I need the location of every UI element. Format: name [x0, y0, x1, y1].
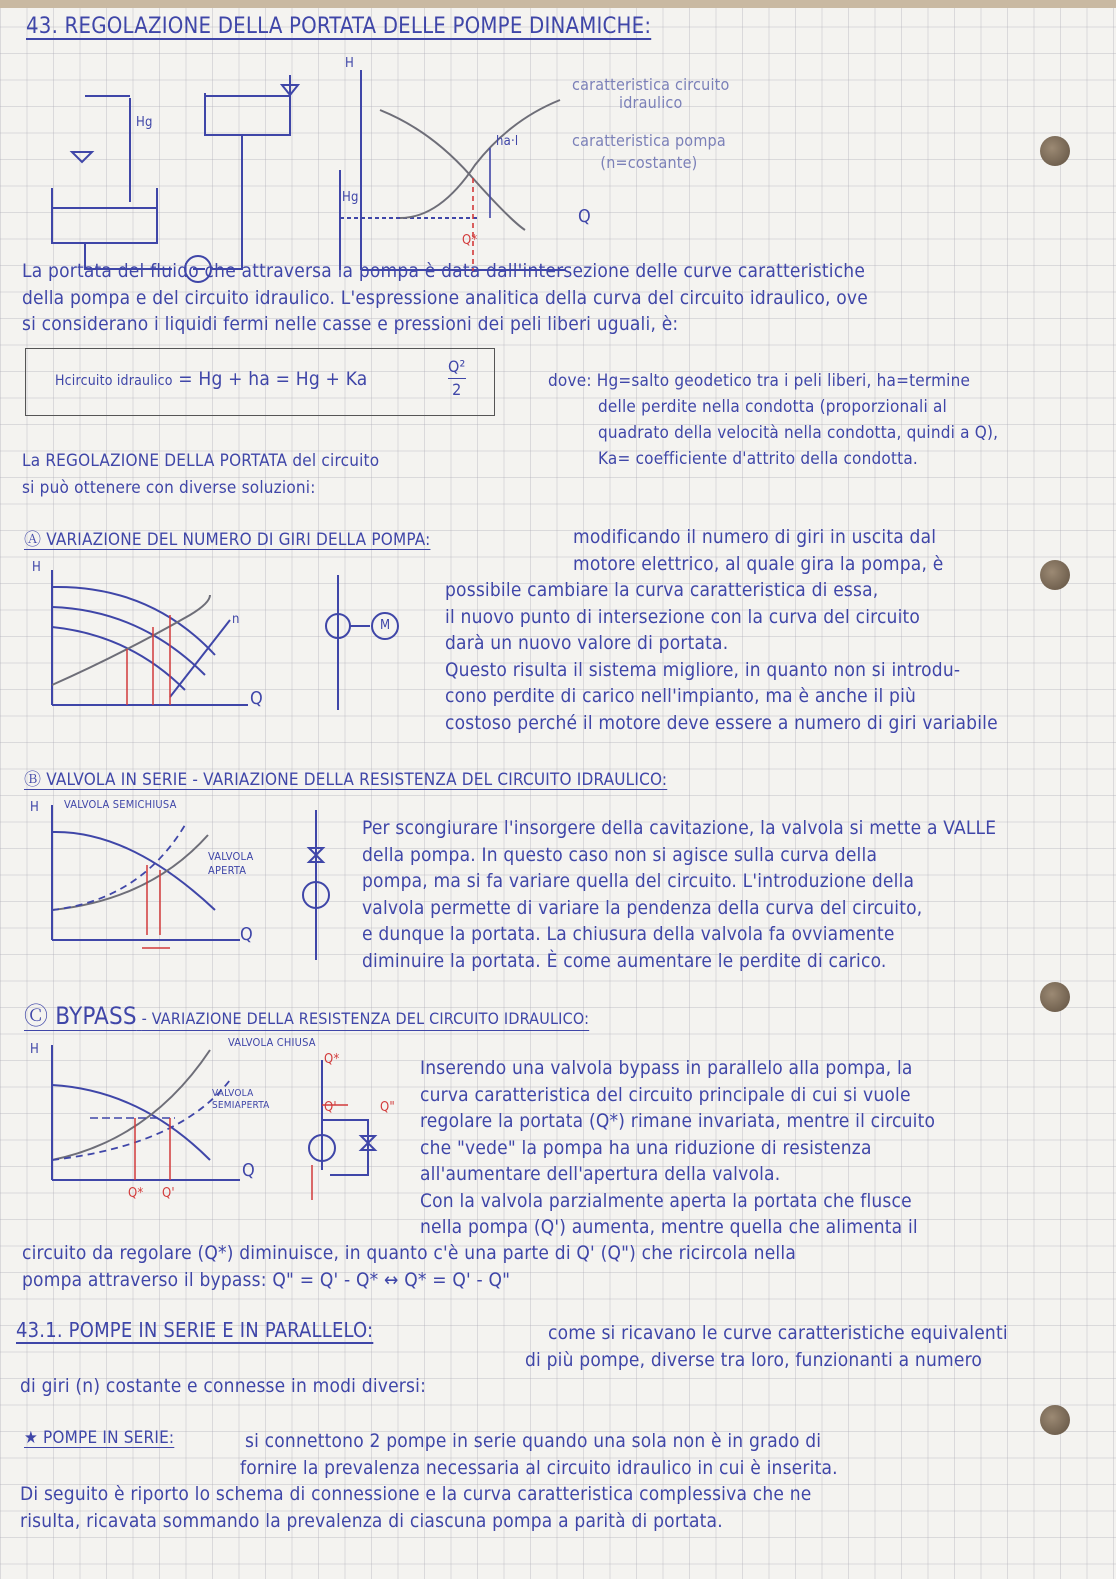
where-paragraph: dove: Hg=salto geodetico tra i peli liberi, ha=termine delle perdite nella condotta (proporzionali al quadrato della velocità nella condotta, quindi a Q), Ka= coefficiente d'attrito della condotta. — [548, 371, 999, 469]
axis-q-label: Q — [578, 206, 591, 227]
section-a-heading: Ⓐ VARIAZIONE DEL NUMERO DI GIRI DELLA POMPA: — [24, 530, 431, 550]
page-top-edge — [0, 0, 1116, 8]
punch-hole — [1040, 136, 1070, 166]
section-b-text: Per scongiurare l'insorgere della cavitazione, la valvola si mette a VALLE della pompa. In questo caso non si agisce sulla curva della pompa, ma si fa variare quella del circuito. L'introduzione della valvola permette di variare la pendenza della curva del circuito, e dunque la portata. La chiusura della valvola fa ovviamente diminuire la portata. È come aumentare le perdite di carico. — [362, 817, 997, 972]
axis-q-label: Q — [240, 924, 253, 945]
hg-label-chart: Hg — [342, 190, 359, 205]
label-valve-half-open: VALVOLA SEMIAPERTA — [212, 1088, 270, 1111]
axis-h-label: H — [32, 560, 41, 575]
axis-q-label: Q — [242, 1160, 255, 1181]
label-circuit-curve: caratteristica circuito idraulico — [572, 75, 730, 112]
section-c-text: Inserendo una valvola bypass in parallelo alla pompa, la curva caratteristica del circuito principale di cui si vuole regolare la portata (Q*) rimane invariata, mentre il circuito che "vede" la pompa ha una riduzione di resistenza all'aumentare dell'apertura della valvola. Con la valvola parzialmente aperta la portata che flusce nella pompa (Q') aumenta, mentre quella che alimenta il — [420, 1057, 936, 1238]
qstar-label: Q* — [462, 233, 478, 248]
section-431-text: come si ricavano le curve caratteristiche equivalenti di più pompe, diverse tra loro, funzionanti a numero di giri (n) costante e connesse in modi diversi: — [20, 1322, 1008, 1397]
hg-label: Hg — [136, 115, 153, 130]
qprime-label: Q' — [162, 1186, 175, 1201]
series-heading: ★ POMPE IN SERIE: — [24, 1428, 175, 1448]
axis-h-label: H — [30, 800, 39, 815]
regulation-intro: La REGOLAZIONE DELLA PORTATA del circuito si può ottenere con diverse soluzioni: — [22, 451, 380, 498]
equation: Hcircuito idraulico = Hg + ha = Hg + Ka — [55, 368, 368, 390]
motor-label: M — [380, 618, 391, 633]
n-label: n — [232, 612, 240, 627]
axis-q-label: Q — [250, 688, 263, 709]
section-a-chart — [30, 565, 330, 725]
axis-h-label: H — [30, 1042, 39, 1057]
ha-label: ha·l — [496, 134, 519, 149]
qstar-label: Q* — [128, 1186, 144, 1201]
label-pump-curve: caratteristica pompa (n=costante) — [572, 131, 726, 172]
section-c-text-full: circuito da regolare (Q*) diminuisce, in quanto c'è una parte di Q' (Q") che ricircola nella pompa attraverso il bypass: Q" = Q' - Q* ↔ Q* = Q' - Q" — [22, 1242, 796, 1291]
axis-h-label: H — [345, 56, 354, 71]
page-title: 43. REGOLAZIONE DELLA PORTATA DELLE POMPE DINAMICHE: — [26, 14, 652, 39]
qstar-schematic-label: Q* — [324, 1052, 340, 1067]
section-b-chart — [30, 800, 390, 970]
intro-paragraph: La portata del fluido che attraversa la pompa è data dall'intersezione delle curve caratteristiche della pompa e del circuito idraulico. L'espressione analitica della curva del circuito idraulico, ove si considerano i liquidi fermi nelle casse e pressioni dei peli liberi uguali, è: — [22, 260, 868, 335]
label-valve-open: VALVOLA APERTA — [208, 850, 254, 877]
punch-hole — [1040, 560, 1070, 590]
section-b-heading: Ⓑ VALVOLA IN SERIE - VARIAZIONE DELLA RESISTENZA DEL CIRCUITO IDRAULICO: — [24, 770, 668, 790]
section-a-text: modificando il numero di giri in uscita dal motore elettrico, al quale gira la pompa, è possibile cambiare la curva caratteristica di essa, il nuovo punto di intersezione con la curva del circuito darà un nuovo valore di portata. Questo risulta il sistema migliore, in quanto non si introdu- cono perdite di carico nell'impianto, ma è anche il più costoso perché il motore deve essere a numero di giri variabile — [445, 526, 998, 734]
punch-hole — [1040, 1405, 1070, 1435]
qdouble-schematic-label: Q" — [380, 1100, 395, 1115]
tank-and-curve-diagram — [0, 40, 640, 280]
series-text: si connettono 2 pompe in serie quando una sola non è in grado di fornire la prevalenza necessaria al circuito idraulico in cui è inserita. Di seguito è riporto lo schema di connessione e la curva caratteristica complessiva che ne risulta, ricavata sommando la prevalenza di ciascuna pompa a parità di portata. — [20, 1430, 838, 1532]
label-valve-half-closed: VALVOLA SEMICHIUSA — [64, 798, 177, 811]
label-valve-closed: VALVOLA CHIUSA — [228, 1036, 316, 1049]
equation-fraction: Q² 2 — [448, 357, 466, 399]
section-431-heading: 43.1. POMPE IN SERIE E IN PARALLELO: — [16, 1318, 374, 1342]
qprime-schematic-label: Q' — [324, 1100, 337, 1115]
section-c-chart — [30, 1040, 410, 1210]
punch-hole — [1040, 982, 1070, 1012]
section-c-heading: Ⓒ BYPASS - VARIAZIONE DELLA RESISTENZA DEL CIRCUITO IDRAULICO: — [24, 1002, 590, 1030]
